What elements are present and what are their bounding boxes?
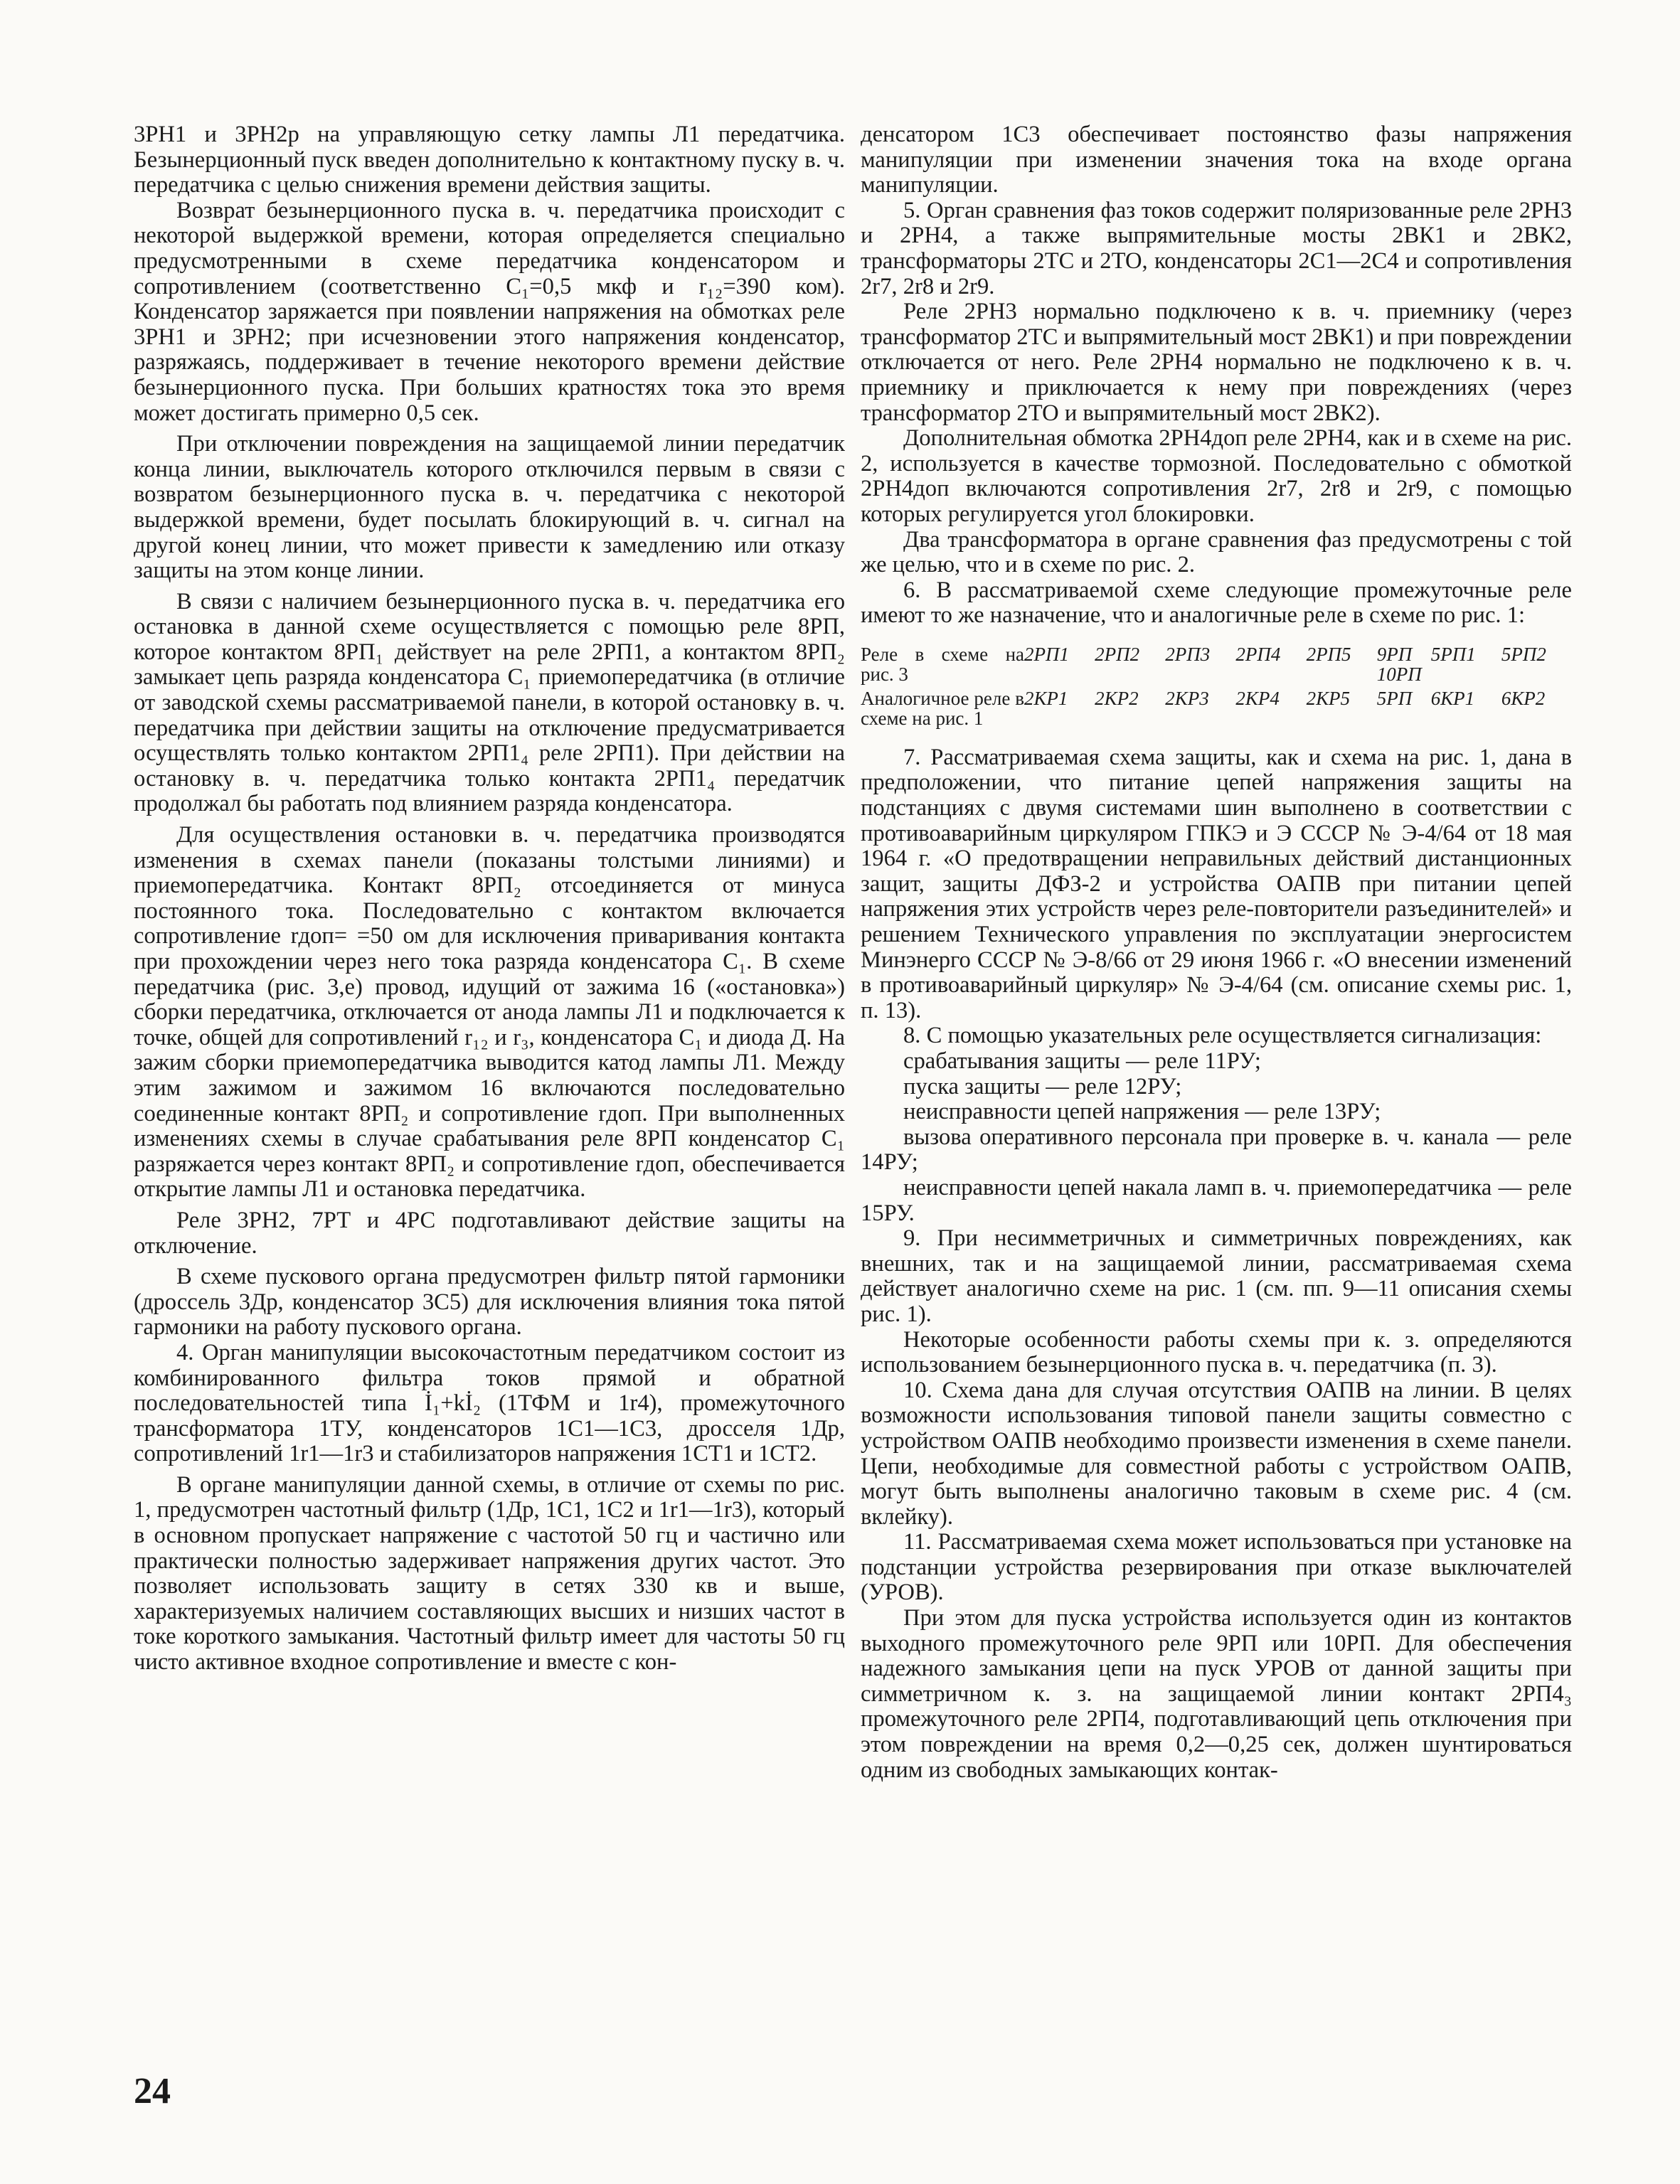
list-item: вызова оперативного персонала при проверке в. ч. канала — реле 14РУ; — [861, 1124, 1572, 1176]
paragraph: При этом для пуска устройства используется один из контактов выходного промежуточного реле 9РП или 10РП. Для обеспечения надежного замыкания цепи на пуск УРОВ от данной защиты при симметричном к. з. на защищаемой линии контакт 2РП4₃ промежуточного реле 2РП4, подготавливающий цепь отключения при этом повреждении на время 0,2—0,25 сек, должен шунтироваться одним из свободных замыкающих контак- — [861, 1605, 1572, 1783]
paragraph: 9. При несимметричных и симметричных повреждениях, как внешних, так и на защищаемой линии, рассматриваемая схема действует аналогично схеме на рис. 1 (см. пп. 9—11 описания схемы рис. 1). — [861, 1225, 1572, 1327]
paragraph: Для осуществления остановки в. ч. передатчика производятся изменения в схемах панели (показаны толстыми линиями) и приемопередатчика. Контакт 8РП₂ отсоединяется от минуса постоянного тока. Последовательно с контактом включается сопротивление rдоп= =50 ом для исключения приваривания контакта при прохождении через него тока разряда конденсатора C₁. В схеме передатчика (рис. 3,е) провод, идущий от зажима 16 («остановка») сборки передатчика, отключается от анода лампы Л1 и подключается к точке, общей для сопротивлений r₁₂ и r₃, конденсатора C₁ и диода Д. На зажим сборки приемопередатчика выводится катод лампы Л1. Между этим зажимом и зажимом 16 включаются последовательно соединенные контакт 8РП₂ и сопротивление rдоп. При выполненных изменениях схемы в случае срабатывания реле 8РП конденсатор C₁ разряжается через контакт 8РП₂ и сопротивление rдоп, обеспечивается открытие лампы Л1 и остановка передатчика. — [134, 822, 845, 1203]
table-cell: 2КР3 — [1165, 687, 1209, 709]
table-cell: 2КР5 — [1306, 687, 1350, 709]
table-cell: 2РП5 — [1306, 643, 1351, 665]
paragraph: 3РН1 и 3РН2р на управляющую сетку лампы Л1 передатчика. Безынерционный пуск введен дополнительно к контактному пуску в. ч. передатчика с целью снижения времени действия защиты. — [134, 122, 845, 198]
table-row — [861, 688, 1572, 733]
paragraph: Дополнительная обмотка 2РН4доп реле 2РН4, как и в схеме на рис. 2, используется в качестве тормозной. Последовательно с обмоткой 2РН4доп включаются сопротивления 2r7, 2r8 и 2r9, с помощью которых регулируется угол блокировки. — [861, 425, 1572, 527]
left-column — [134, 122, 845, 1676]
paragraph: 6. В рассматриваемой схеме следующие промежуточные реле имеют то же назначение, что и аналогичные реле в схеме по рис. 1: — [861, 577, 1572, 629]
paragraph: 5. Орган сравнения фаз токов содержит поляризованные реле 2РН3 и 2РН4, а также выпрямительные мосты 2ВК1 и 2ВК2, трансформаторы 2ТС и 2ТО, конденсаторы 2С1—2С4 и сопротивления 2r7, 2r8 и 2r9. — [861, 197, 1572, 299]
table-cell: 6КР2 — [1501, 687, 1546, 709]
table-row-label: Аналогичное реле в схеме на рис. 1 — [861, 687, 1024, 729]
list-item: неисправности цепей накала ламп в. ч. приемопередатчика — реле 15РУ. — [861, 1174, 1572, 1226]
paragraph: 4. Орган манипуляции высокочастотным передатчиком состоит из комбинированного фильтра токов прямой и обратной последовательностей типа İ₁+kİ₂ (1ТФМ и 1r4), промежуточного трансформатора 1ТУ, конденсаторов 1С1—1С3, дросселя 1Др, сопротивлений 1r1—1r3 и стабилизаторов напряжения 1СТ1 и 1СТ2. — [134, 1339, 845, 1467]
paragraph: 10. Схема дана для случая отсутствия ОАПВ на линии. В целях возможности использования типовой панели защиты совместно с устройством ОАПВ необходимо произвести изменения в схеме панели. Цепи, необходимые для совместной работы с устройством ОАПВ, могут быть выполнены аналогично таковым в схеме рис. 4 (см. вклейку). — [861, 1377, 1572, 1530]
list-item: пуска защиты — реле 12РУ; — [903, 1073, 1182, 1099]
table-cell: 5РП2 — [1501, 643, 1546, 665]
table-cell: 5РП — [1376, 687, 1413, 709]
paragraph: Некоторые особенности работы схемы при к. з. определяются использованием безынерционного пуска в. ч. передатчика (п. 3). — [861, 1326, 1572, 1378]
table-cell: 2КР1 — [1024, 687, 1068, 709]
table-cell: 2КР4 — [1235, 687, 1280, 709]
table-cell: 5РП1 — [1430, 643, 1476, 665]
table-cell: 2РП1 — [1024, 643, 1069, 665]
paragraph: 8. С помощью указательных реле осуществляется сигнализация: — [903, 1023, 1542, 1049]
paragraph: 7. Рассматриваемая схема защиты, как и схема на рис. 1, дана в предположении, что питание цепей напряжения защиты на подстанциях с двумя системами шин выполнено в соответствии с противоаварийным циркуляром ГПКЭ и Э СССР № Э-4/64 от 18 мая 1964 г. «О предотвращении неправильных действий дистанционных защит, защиты ДФЗ-2 и устройства ОАПВ при питании цепей напряжения этих устройств через реле-повторители разъединителей» и решением Технического управления по эксплуатации энергосистем Минэнерго СССР № Э-8/66 от 29 июня 1966 г. «О внесении изменений в противоаварийный циркуляр» № Э-4/64 (см. описание схемы рис. 1, п. 13). — [861, 744, 1572, 1023]
paragraph: В органе манипуляции данной схемы, в отличие от схемы по рис. 1, предусмотрен частотный фильтр (1Др, 1С1, 1С2 и 1r1—1r3), который в основном пропускает напряжение с частотой 50 гц и частично или практически полностью задерживает напряжения других частот. Это позволяет использовать защиту в сетях 330 кв и выше, характеризуемых наличием составляющих высших и низших частот в токе короткого замыкания. Частотный фильтр имеет для частоты 50 гц чисто активное входное сопротивление и вместе с кон- — [134, 1471, 845, 1676]
paragraph: При отключении повреждения на защищаемой линии передатчик конца линии, выключатель которого отключился первым в связи с возвратом безынерционного пуска в. ч. передатчика с некоторой выдержкой времени, будет посылать блокирующий в. ч. сигнал на другой конец линии, что может привести к замедлению или отказу защиты на этом конце линии. — [134, 431, 845, 584]
table-cell: 2РП2 — [1095, 643, 1140, 665]
table-cell: 2КР2 — [1095, 687, 1139, 709]
list-item: срабатывания защиты — реле 11РУ; — [903, 1048, 1261, 1074]
paragraph: 11. Рассматриваемая схема может использоваться при установке на подстанции устройства резервирования при отказе выключателей (УРОВ). — [861, 1529, 1572, 1606]
page-number: 24 — [134, 2071, 171, 2111]
paragraph: В схеме пускового органа предусмотрен фильтр пятой гармоники (дроссель 3Др, конденсатор 3С5) для исключения влияния тока пятой гармоники на работу пускового органа. — [134, 1264, 845, 1341]
paragraph: Возврат безынерционного пуска в. ч. передатчика происходит с некоторой выдержкой времени, которая определяется специально предусмотренными в схеме передатчика конденсатором и сопротивлением (соответственно C₁=0,5 мкф и r₁₂=390 ком). Конденсатор заряжается при появлении напряжения на обмотках реле 3РН1 и 3РН2; при исчезновении этого напряжения конденсатор, разряжаясь, поддерживает в течение некоторого времени действие безынерционного пуска. При больших кратностях тока это время может достигать примерно 0,5 сек. — [134, 197, 845, 426]
list-item: неисправности цепей напряжения — реле 13РУ; — [903, 1099, 1381, 1125]
paragraph: денсатором 1С3 обеспечивает постоянство фазы напряжения манипуляции при изменении значения тока на входе органа манипуляции. — [861, 122, 1572, 198]
paragraph: Реле 2РН3 нормально подключено к в. ч. приемнику (через трансформатор 2ТС и выпрямительный мост 2ВК1) и при повреждении отключается от него. Реле 2РН4 нормально не подключено к в. ч. приемнику и приключается к нему при повреждениях (через трансформатор 2ТО и выпрямительный мост 2ВК2). — [861, 299, 1572, 426]
table-cell: 6КР1 — [1430, 687, 1475, 709]
right-column — [861, 122, 1572, 1783]
relay-correspondence-table — [861, 644, 1572, 733]
paragraph: Реле 3РН2, 7РТ и 4РС подготавливают действие защиты на отключение. — [134, 1207, 845, 1259]
table-cell: 2РП4 — [1235, 643, 1281, 665]
paragraph: Два трансформатора в органе сравнения фаз предусмотрены с той же целью, что и в схеме по рис. 2. — [861, 526, 1572, 578]
table-row-label: Реле в схеме на рис. 3 — [861, 643, 1024, 685]
paragraph: В связи с наличием безынерционного пуска в. ч. передатчика его остановка в данной схеме осуществляется с помощью реле 8РП, которое контактом 8РП₁ действует на реле 2РП1, а контактом 8РП₂ замыкает цепь разряда конденсатора C₁ приемопередатчика (в отличие от заводской схемы рассматриваемой панели, в которой остановку в. ч. передатчика при действии защиты на отключение предусматривается осуществлять только контактом 2РП1₄ реле 2РП1). При действии на остановку в. ч. передатчика только контакта 2РП1₄ передатчик продолжал бы работать под влиянием разряда конденсатора. — [134, 588, 845, 817]
table-row — [861, 644, 1572, 688]
table-cell: 9РП 10РП — [1376, 643, 1422, 685]
table-cell: 2РП3 — [1165, 643, 1211, 665]
